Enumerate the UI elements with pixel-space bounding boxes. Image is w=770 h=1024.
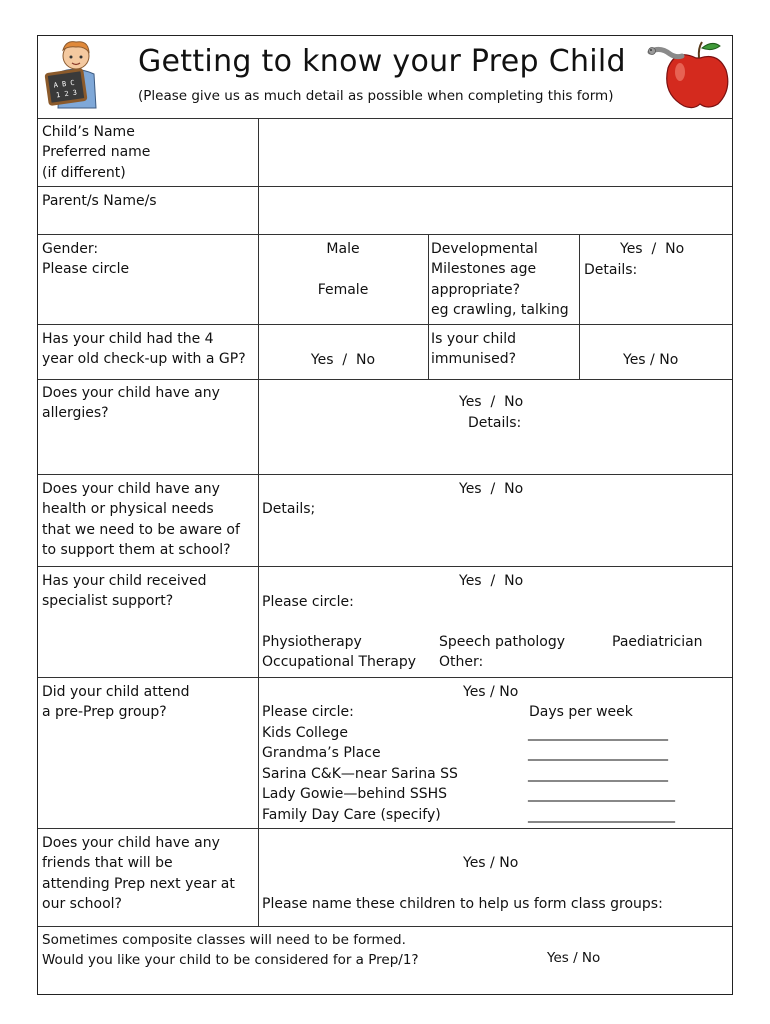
form-header [38,36,732,118]
allergies-details-label: Details: [468,415,522,431]
milestones-details-label: Details: [584,262,638,278]
preprep-yes-no[interactable]: Yes / No [463,684,519,700]
specialist-yes-no[interactable]: Yes / No [459,573,524,589]
friends-label: Does your child have any friends that will be attending Prep next year at our school? [42,835,235,913]
friends-names-prompt: Please name these children to help us form class groups: [262,896,663,912]
specialist-option-paediatrician[interactable]: Paediatrician [612,634,703,650]
svg-text:1 2 3: 1 2 3 [55,88,78,100]
specialist-please-circle: Please circle: [262,594,354,610]
divider [38,186,732,187]
gender-female-option[interactable]: Female [317,282,369,298]
gender-label: Gender: Please circle [42,241,130,278]
checkup-yes-no[interactable]: Yes / No [310,352,376,368]
immunised-label: Is your child immunised? [431,331,517,368]
days-per-week-label: Days per week [529,704,633,720]
form-subtitle: (Please give us as much detail as possible when completing this form) [138,88,614,104]
immunised-yes-no[interactable]: Yes / No [623,352,679,368]
health-details-label: Details; [262,501,316,517]
days-per-week-blanks[interactable]: ____________________ ____________________ ____________________ _____________________ _____________________ [528,725,675,823]
divider [38,324,732,325]
composite-yes-no[interactable]: Yes / No [547,950,601,966]
parent-name-label: Parent/s Name/s [42,193,157,209]
divider [38,566,732,567]
divider [38,926,732,927]
prep-form [37,35,733,995]
child-slate-illustration [42,38,106,114]
divider [38,234,732,235]
health-needs-label: Does your child have any health or physical needs that we need to be aware of to support them at school? [42,481,240,559]
milestones-label: Developmental Milestones age appropriate? eg crawling, talking [431,241,569,319]
milestones-yes-no[interactable]: Yes / No [620,241,685,257]
preprep-label: Did your child attend a pre-Prep group? [42,684,190,721]
divider [38,118,732,119]
divider [38,677,732,678]
checkup-label: Has your child had the 4 year old check-up with a GP? [42,331,246,368]
svg-text:A B C: A B C [53,78,76,90]
child-name-label: Child’s Name Preferred name (if different) [42,124,151,181]
child-name-field[interactable] [260,120,730,184]
gender-male-option[interactable]: Male [326,241,360,257]
form-title: Getting to know your Prep Child [138,44,626,79]
divider [38,474,732,475]
divider [38,379,732,380]
preprep-please-circle: Please circle: [262,704,354,720]
friends-yes-no[interactable]: Yes / No [463,855,519,871]
preprep-group-options[interactable]: Kids College Grandma’s Place Sarina C&K—near Sarina SS Lady Gowie—behind SSHS Family Day Care (specify) [262,725,458,823]
health-yes-no[interactable]: Yes / No [459,481,524,497]
column-divider [428,234,429,379]
specialist-options-col2[interactable]: Speech pathology Other: [439,634,566,671]
specialist-label: Has your child received specialist support? [42,573,207,610]
specialist-options-col1[interactable]: Physiotherapy Occupational Therapy [262,634,417,671]
column-divider [579,234,580,379]
apple-illustration [646,38,732,114]
column-divider [258,118,259,926]
allergies-yes-no[interactable]: Yes / No [459,394,524,410]
divider [38,828,732,829]
allergies-label: Does your child have any allergies? [42,385,220,422]
composite-class-question: Sometimes composite classes will need to be formed. Would you like your child to be considered for a Prep/1? [42,932,419,969]
parent-name-field[interactable] [260,188,730,232]
